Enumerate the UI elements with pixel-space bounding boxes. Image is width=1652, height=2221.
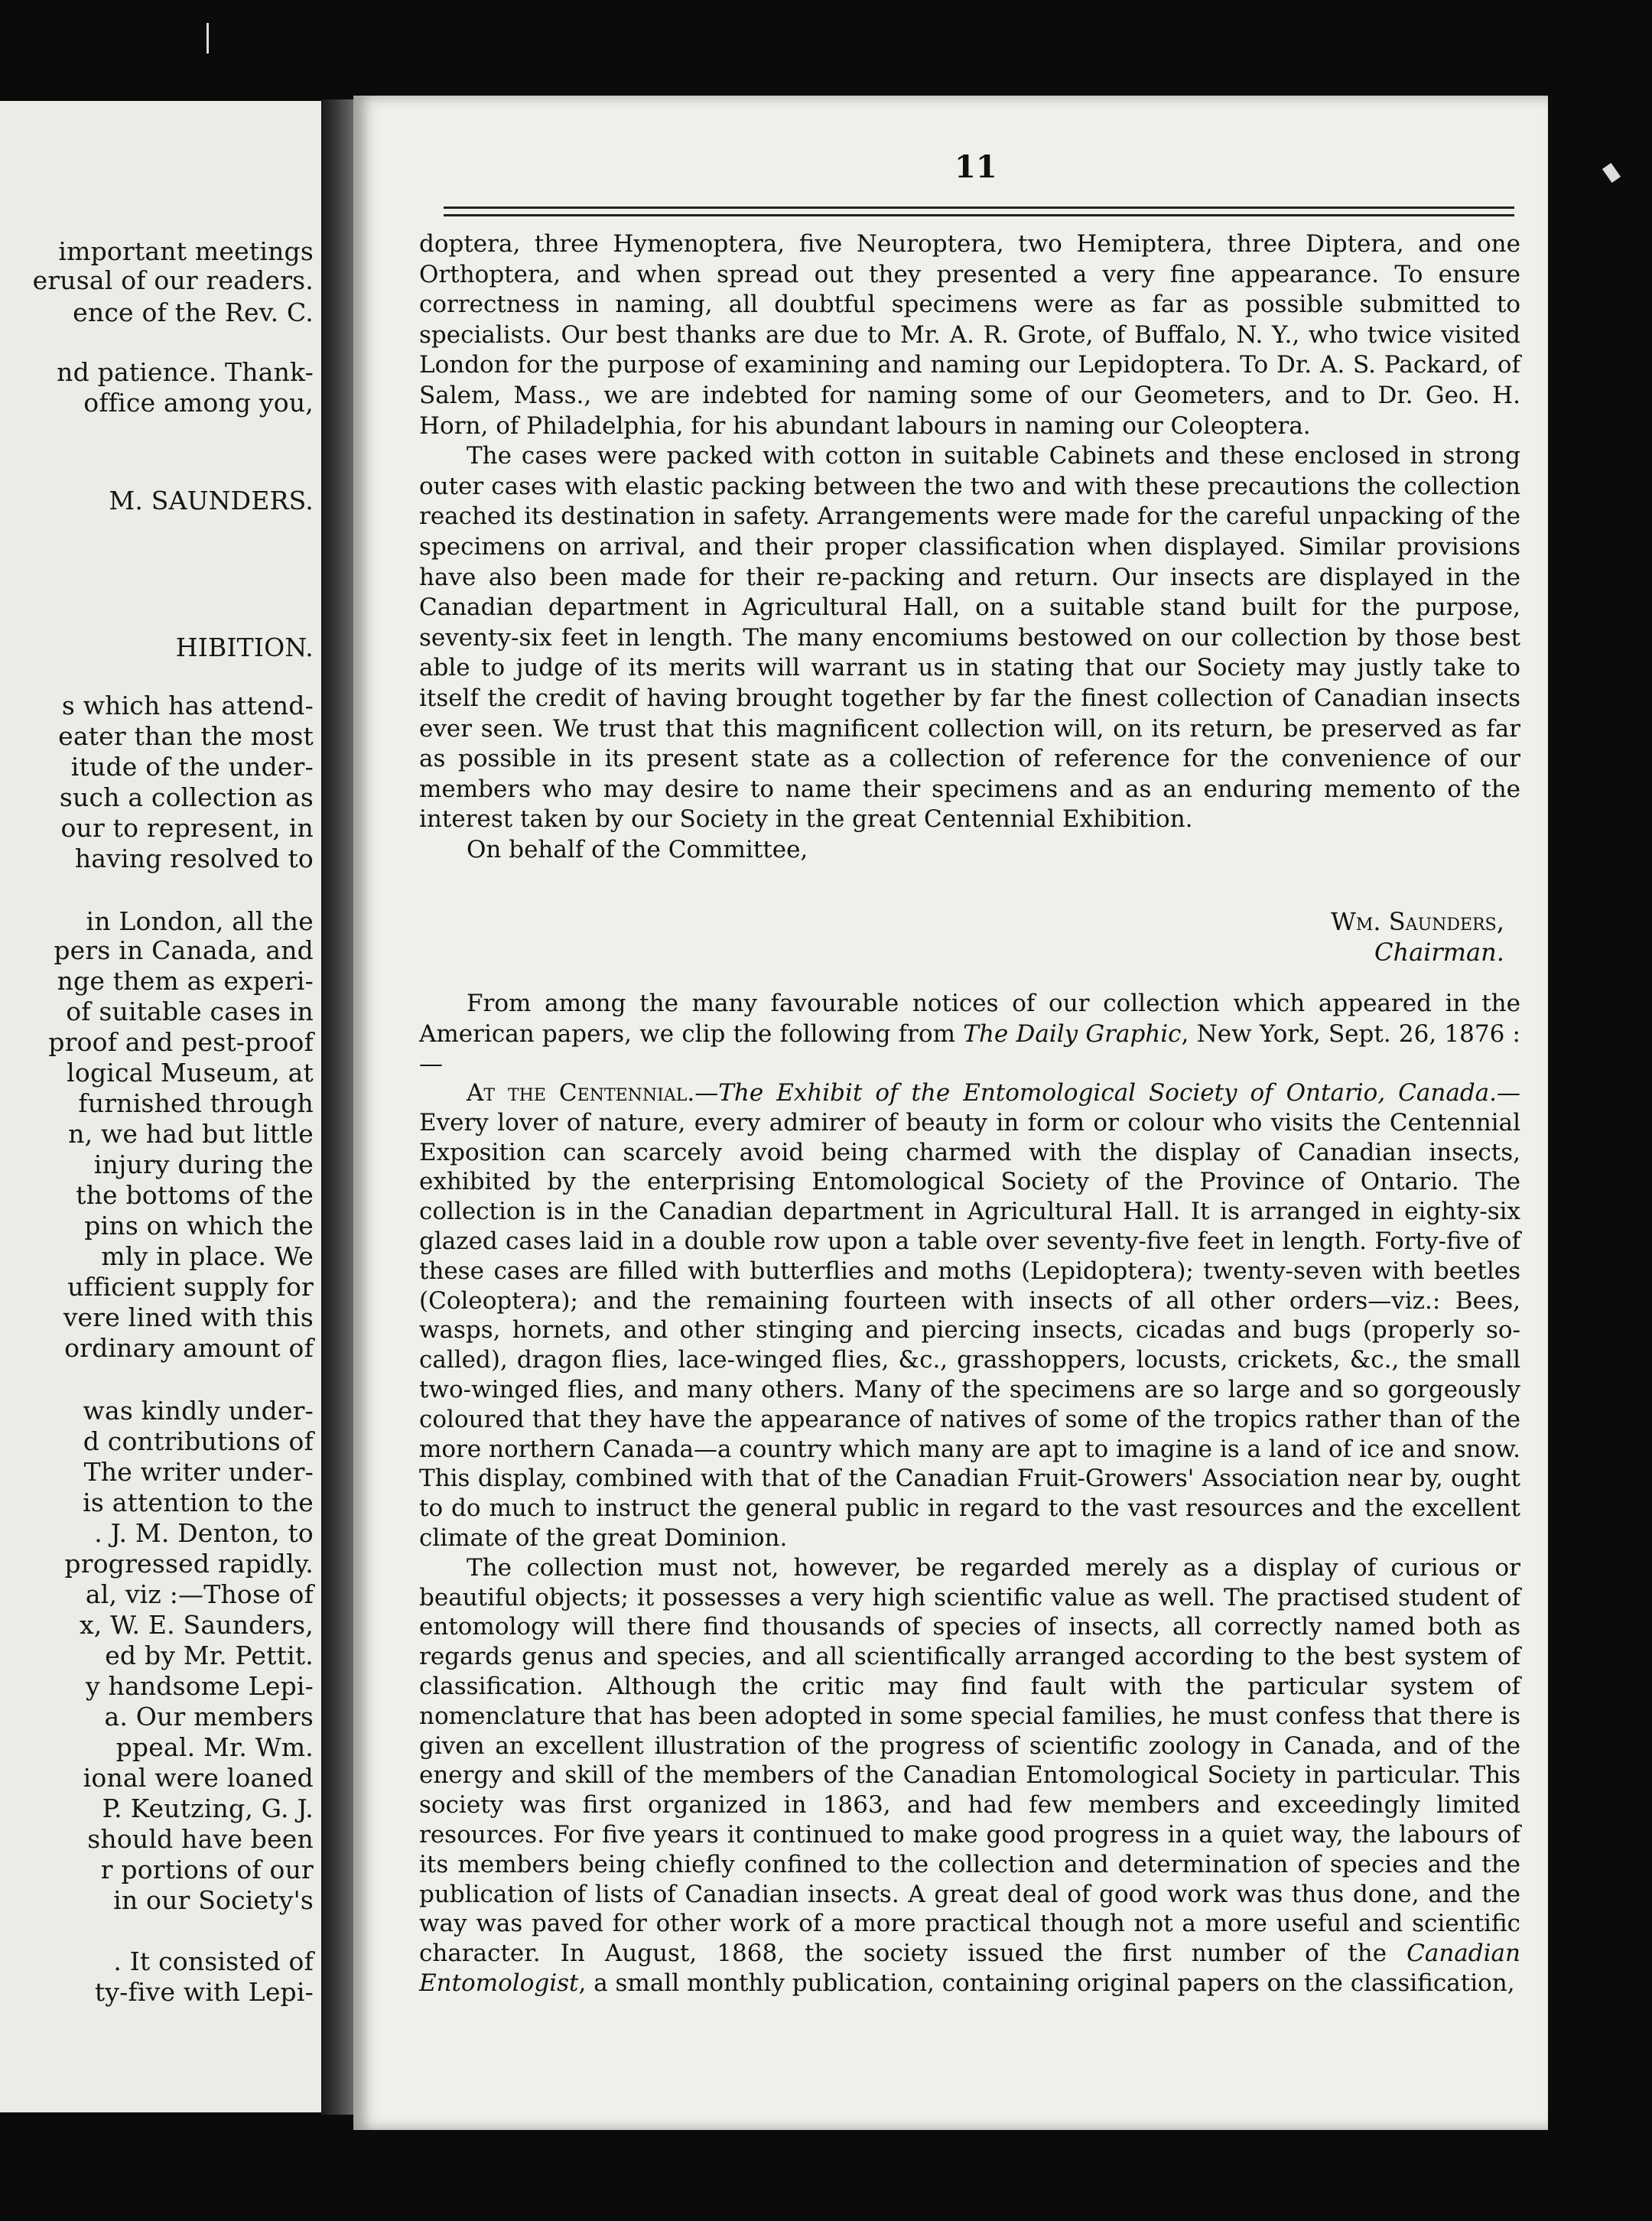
- left-page-line: P. Keutzing, G. J.: [102, 1793, 314, 1823]
- page-number: 11: [954, 149, 997, 185]
- quoted-article: [419, 1078, 1520, 1998]
- left-page-line: al, viz :—Those of: [85, 1579, 314, 1609]
- intro-text: From among the many favourable notices of our collection which appeared in the American papers, we clip the following from: [419, 990, 1520, 1048]
- newspaper-title: The Daily Graphic: [963, 1019, 1182, 1048]
- left-page-line: ence of the Rev. C.: [73, 298, 314, 327]
- left-page-line: ufficient supply for: [67, 1272, 314, 1302]
- left-page-line: of suitable cases in: [66, 997, 314, 1026]
- signature: [1331, 906, 1504, 967]
- left-page-line: injury during the: [93, 1150, 314, 1179]
- intro-text-end: , New York, Sept. 26, 1876 :—: [419, 1019, 1520, 1078]
- left-page-line: x, W. E. Saunders,: [79, 1610, 314, 1640]
- left-page-line: nd patience. Thank-: [57, 357, 314, 387]
- left-page-line: d contributions of: [83, 1426, 314, 1456]
- left-page-line: ed by Mr. Pettit.: [105, 1641, 314, 1670]
- left-page-line: The writer under-: [83, 1457, 314, 1487]
- quote-body: The collection must not, however, be regarded merely as a display of curious or beautiful objects; it possesses a very high scientific value as well. The practised student of entomology will there find thousands of species of insects, all correctly named both as regards genus and species, and all scientifically arranged according to the best system of classification. Although the critic may find fault with the particular system of nomenclature that has been adopted in some special families, he must confess that there is given an excellent illustration of the progress of scientific zoology in Canada, and of the energy and skill of the members of the Canadian Entomological Society in particular. This society was first organized in 1863, and had few members and exceedingly limited resources. For five years it continued to make good progress in a quiet way, the labours of its members being chiefly confined to the collection and determination of species and the publication of lists of Canadian insects. A great deal of good work was thus done, and the way was paved for other work of a more practical though not a more useful and scientific character. In August, 1868, the society issued the first number of the: [419, 1553, 1520, 1968]
- signature-name: Wm. Saunders,: [1331, 907, 1504, 936]
- left-page-line: progressed rapidly.: [64, 1549, 314, 1579]
- quote-heading-title: The Exhibit of the Entomological Society of Ontario, Canada.—: [718, 1079, 1520, 1107]
- left-page-line: pers in Canada, and: [54, 935, 314, 965]
- report-paragraph: doptera, three Hymenoptera, five Neuroptera, two Hemiptera, three Diptera, and one Orthoptera, and when spread out they presented a very fine appearance. To ensure correctness in naming, all doubtful specimens were as far as possible submitted to specialists. Our best thanks are due to Mr. A. R. Grote, of Buffalo, N. Y., who twice visited London for the purpose of examining and naming our Lepidoptera. To Dr. A. S. Packard, of Salem, Mass., we are indebted for naming some of our Geometers, and to Dr. Geo. H. Horn, of Philadelphia, for his abundant labours in naming our Coleoptera.: [419, 230, 1520, 440]
- report-text: [419, 229, 1520, 865]
- header-rule: [444, 214, 1514, 216]
- left-page-line: office among you,: [83, 388, 314, 418]
- report-paragraph: The cases were packed with cotton in suitable Cabinets and these enclosed in strong outer cases with elastic packing between the two and with these precautions the collection reached its destination in safety. Arrangements were made for the careful unpacking of the specimens on arrival, and their proper classification when displayed. Similar provisions have also been made for their re-packing and return. Our insects are displayed in the Canadian department in Agricultural Hall, on a suitable stand built for the purpose, seventy-six feet in length. The many encomiums bestowed on our collection by those best able to judge of its merits will warrant us in stating that our Society may justly take to itself the credit of having brought together by far the finest collection of Canadian insects ever seen. We trust that this magnificent collection will, on its return, be preserved as far as possible in its present state as a collection of reference for the convenience of our members who may desire to name their specimens and as an enduring memento of the interest taken by our Society in the great Centennial Exhibition.: [419, 442, 1520, 834]
- left-page-line: ional were loaned: [83, 1763, 314, 1793]
- left-page-line: y handsome Lepi-: [85, 1671, 314, 1701]
- left-page-line: itude of the under-: [70, 752, 314, 782]
- left-page-line: was kindly under-: [83, 1396, 314, 1426]
- left-page-line: the bottoms of the: [76, 1180, 314, 1210]
- quote-body-end: , a small monthly publication, containing original papers on the classification,: [578, 1969, 1515, 1997]
- left-page-line: furnished through: [78, 1088, 314, 1118]
- report-paragraph: On behalf of the Committee,: [467, 835, 808, 863]
- left-page-line: in our Society's: [113, 1885, 314, 1915]
- left-page-line: logical Museum, at: [67, 1058, 314, 1088]
- left-page-line: s which has attend-: [61, 691, 314, 720]
- left-page-line: our to represent, in: [60, 813, 314, 843]
- left-page-line: is attention to the: [83, 1488, 314, 1517]
- film-scratch: [1602, 163, 1621, 183]
- left-page-line: ppeal. Mr. Wm.: [115, 1732, 314, 1762]
- left-page-line: having resolved to: [74, 844, 314, 873]
- signature-title: Chairman.: [1374, 938, 1504, 967]
- film-scratch: [206, 23, 209, 54]
- left-page-line: proof and pest-proof: [48, 1027, 314, 1057]
- left-page-line: mly in place. We: [101, 1241, 314, 1271]
- left-page-line: nge them as experi-: [57, 966, 314, 996]
- left-page-line: eater than the most: [58, 721, 314, 751]
- left-page-line: erusal of our readers.: [32, 265, 314, 295]
- left-page: [0, 101, 326, 2112]
- quote-paragraph: [419, 1078, 1520, 1553]
- left-page-line: a. Our members: [104, 1702, 314, 1732]
- left-page-line: . It consisted of: [113, 1946, 314, 1976]
- left-page-line: vere lined with this: [63, 1302, 314, 1332]
- left-page-line: important meetings: [58, 236, 314, 266]
- left-page-line: HIBITION.: [175, 632, 314, 662]
- left-page-line: ty-five with Lepi-: [94, 1977, 314, 2007]
- journal-title: Canadian Entomologist: [419, 1940, 1520, 1997]
- quote-paragraph: [419, 1553, 1520, 1998]
- header-rule: [444, 206, 1514, 209]
- quote-body: Every lover of nature, every admirer of beauty in form or colour who visits the Centennial Exposition can scarcely avoid being charmed with the display of Canadian insects, exhibited by the enterprising Entomological Society of the Province of Ontario. The collection is in the Canadian department in Agricultural Hall. It is arranged in eighty-six glazed cases laid in a double row upon a table over seventy-five feet in length. Forty-five of these cases are filled with butterflies and moths (Lepidoptera); twenty-seven with beetles (Coleoptera); and the remaining fourteen with insects of all other orders—viz.: Bees, wasps, hornets, and other stinging and piercing insects, cicadas and bugs (properly so-called), dragon flies, lace-winged flies, &c., grasshoppers, locusts, crickets, &c., the small two-winged flies, and many others. Many of the specimens are so large and so gorgeously coloured that they have the appearance of natives of some of the tropics rather than of the more northern Canada—a country which many are apt to imagine is a land of ice and snow. This display, combined with that of the Canadian Fruit-Growers' Association near by, ought to do much to instruct the general public in regard to the vast resources and the excellent climate of the great Dominion.: [419, 1108, 1520, 1552]
- left-page-line: pins on which the: [84, 1211, 314, 1241]
- left-page-line: M. SAUNDERS.: [109, 486, 314, 515]
- left-page-line: such a collection as: [59, 782, 314, 812]
- left-page-line: . J. M. Denton, to: [94, 1518, 314, 1548]
- left-page-line: n, we had but little: [68, 1119, 314, 1149]
- left-page-line: r portions of our: [100, 1855, 314, 1884]
- intro-paragraph: [419, 989, 1520, 1080]
- left-page-line: should have been: [87, 1824, 314, 1854]
- quote-heading: At the Centennial.—: [467, 1079, 719, 1107]
- left-page-line: in London, all the: [86, 906, 314, 936]
- left-page-line: ordinary amount of: [64, 1333, 314, 1363]
